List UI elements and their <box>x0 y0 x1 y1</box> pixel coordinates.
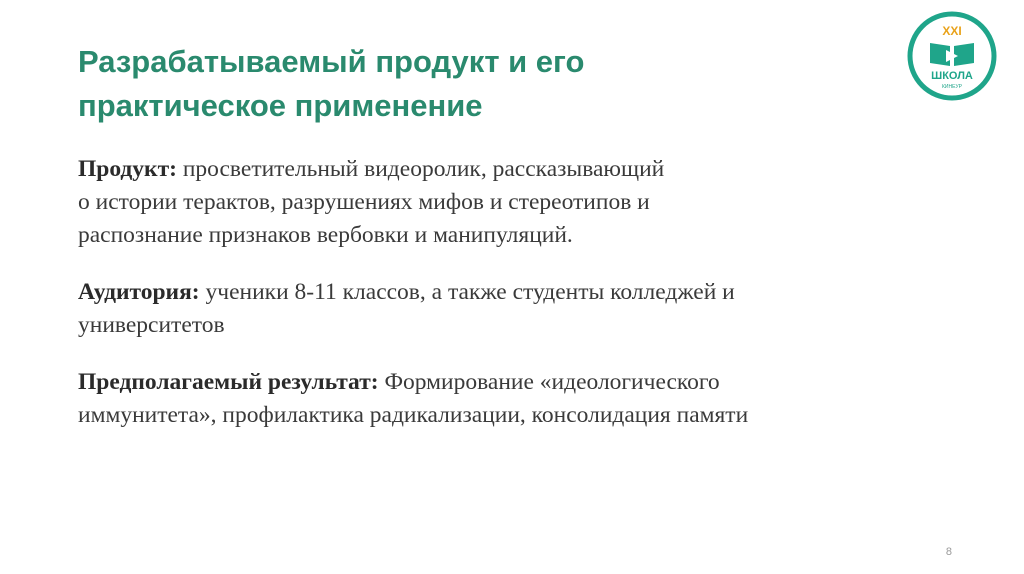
slide-title <box>78 40 838 128</box>
product-text-line-1: просветительный видеоролик, рассказывающий <box>176 156 665 182</box>
audience-paragraph <box>78 276 958 342</box>
product-text-line-3: распознание признаков вербовки и манипуляций. <box>78 222 573 248</box>
logo-top-text: XXI <box>942 24 962 38</box>
slide-content <box>78 153 958 456</box>
result-text-line-1: Формирование «идеологического <box>378 369 720 395</box>
audience-text-line-1: ученики 8-11 классов, а также студенты колледжей и <box>199 279 735 305</box>
school-logo-icon <box>906 10 998 102</box>
product-label: Продукт: <box>78 156 177 182</box>
logo-sub-text: КИНЕУР <box>942 84 962 90</box>
slide-title-line-1: Разрабатываемый продукт и его <box>78 44 585 79</box>
result-paragraph <box>78 366 958 432</box>
slide-title-line-2: практическое применение <box>78 88 483 123</box>
audience-label: Аудитория: <box>78 279 200 305</box>
logo-main-text: ШКОЛА <box>931 70 973 82</box>
audience-text-line-2: университетов <box>78 312 225 338</box>
product-paragraph <box>78 153 958 252</box>
result-text-line-2: иммунитета», профилактика радикализации, консолидация памяти <box>78 402 749 428</box>
product-text-line-2: о истории терактов, разрушениях мифов и стереотипов и <box>78 189 650 215</box>
result-label: Предполагаемый результат: <box>78 369 379 395</box>
page-number: 8 <box>945 546 952 558</box>
